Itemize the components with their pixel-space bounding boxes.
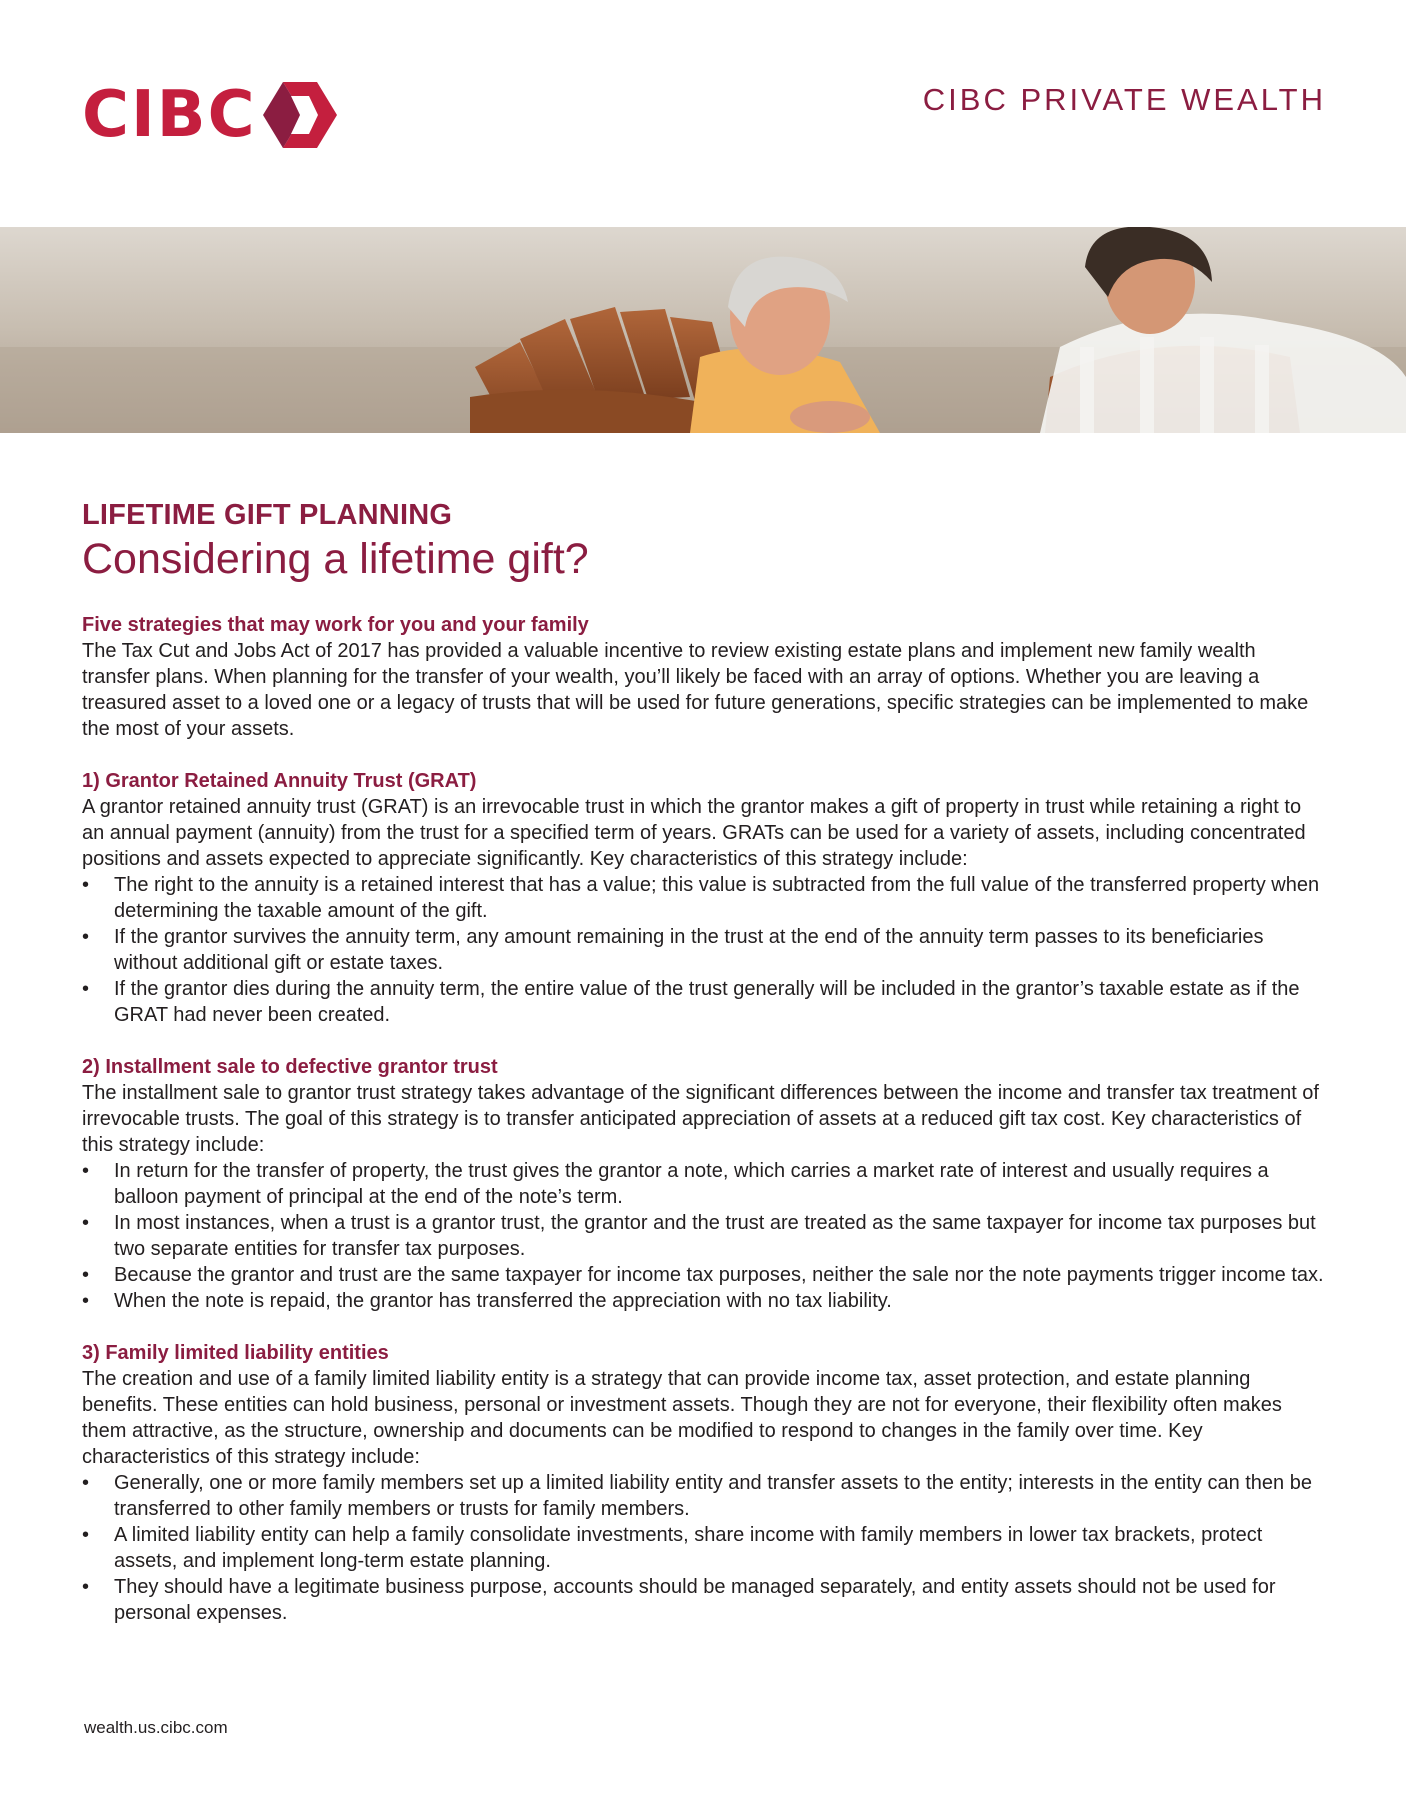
beach-photo-icon [0, 227, 1406, 433]
list-item: • Generally, one or more family members set up a limited liability entity and transfer assets to the entity; interests in the entity can then be transferred to other family members or trusts for family members. [82, 1470, 1328, 1522]
diamond-logo-icon [263, 82, 337, 148]
list-item: • In return for the transfer of property, the trust gives the grantor a note, which carries a market rate of interest and usually requires a balloon payment of principal at the end of the note’s term. [82, 1158, 1328, 1210]
intro-heading: Five strategies that may work for you and your family [82, 614, 589, 636]
intro-section [82, 612, 1328, 742]
page-title: Considering a lifetime gift? [82, 535, 589, 583]
section-heading: 3) Family limited liability entities [82, 1342, 389, 1364]
list-item: • A limited liability entity can help a family consolidate investments, share income with family members in lower tax brackets, protect assets, and implement long-term estate planning. [82, 1522, 1328, 1574]
bullet-list [82, 1158, 1328, 1314]
bullet-list [82, 1470, 1328, 1626]
section-body: A grantor retained annuity trust (GRAT) is an irrevocable trust in which the grantor makes a gift of property in trust while retaining a right to an annual payment (annuity) from the trust for a specified term of years. GRATs can be used for a variety of assets, including concentrated positions and assets expected to appreciate significantly. Key characteristics of this strategy include: [82, 796, 1306, 870]
cibc-logo [82, 80, 337, 150]
brand-title: CIBC PRIVATE WEALTH [922, 82, 1326, 117]
section-heading: 2) Installment sale to defective grantor trust [82, 1056, 498, 1078]
bullet-list [82, 872, 1328, 1028]
section-installment-sale [82, 1054, 1328, 1314]
section-body: The creation and use of a family limited liability entity is a strategy that can provide income tax, asset protection, and estate planning benefits. These entities can hold business, personal or investment assets. Though they are not for everyone, their flexibility often makes them attractive, as the structure, ownership and documents can be modified to respond to changes in the family over time. Key characteristics of this strategy include: [82, 1368, 1282, 1468]
section-body: The installment sale to grantor trust strategy takes advantage of the significant differences between the income and transfer tax treatment of irrevocable trusts. The goal of this strategy is to transfer anticipated appreciation of assets at a reduced gift tax cost. Key characteristics of this strategy include: [82, 1082, 1319, 1156]
intro-body: The Tax Cut and Jobs Act of 2017 has provided a valuable incentive to review existing estate plans and implement new family wealth transfer plans. When planning for the transfer of your wealth, you’ll likely be faced with an array of options. Whether you are leaving a treasured asset to a loved one or a legacy of trusts that will be used for future generations, specific strategies can be implemented to make the most of your assets. [82, 640, 1309, 740]
list-item: • The right to the annuity is a retained interest that has a value; this value is subtracted from the full value of the transferred property when determining the taxable amount of the gift. [82, 872, 1328, 924]
list-item: • If the grantor dies during the annuity term, the entire value of the trust generally will be included in the grantor’s taxable estate as if the GRAT had never been created. [82, 976, 1328, 1028]
hero-image [0, 227, 1406, 433]
list-item: • In most instances, when a trust is a grantor trust, the grantor and the trust are treated as the same taxpayer for income tax purposes but two separate entities for transfer tax purposes. [82, 1210, 1328, 1262]
footer-url: wealth.us.cibc.com [84, 1718, 228, 1737]
section-family-entities [82, 1340, 1328, 1626]
list-item: • When the note is repaid, the grantor has transferred the appreciation with no tax liability. [82, 1288, 1328, 1314]
main-content [82, 498, 1328, 1626]
section-heading: 1) Grantor Retained Annuity Trust (GRAT) [82, 770, 477, 792]
list-item: • They should have a legitimate business purpose, accounts should be managed separately, and entity assets should not be used for personal expenses. [82, 1574, 1328, 1626]
list-item: • If the grantor survives the annuity term, any amount remaining in the trust at the end of the annuity term passes to its beneficiaries without additional gift or estate taxes. [82, 924, 1328, 976]
logo-text: CIBC [82, 78, 257, 152]
section-grat [82, 768, 1328, 1028]
list-item: • Because the grantor and trust are the same taxpayer for income tax purposes, neither the sale nor the note payments trigger income tax. [82, 1262, 1328, 1288]
page-eyebrow: LIFETIME GIFT PLANNING [82, 499, 453, 531]
